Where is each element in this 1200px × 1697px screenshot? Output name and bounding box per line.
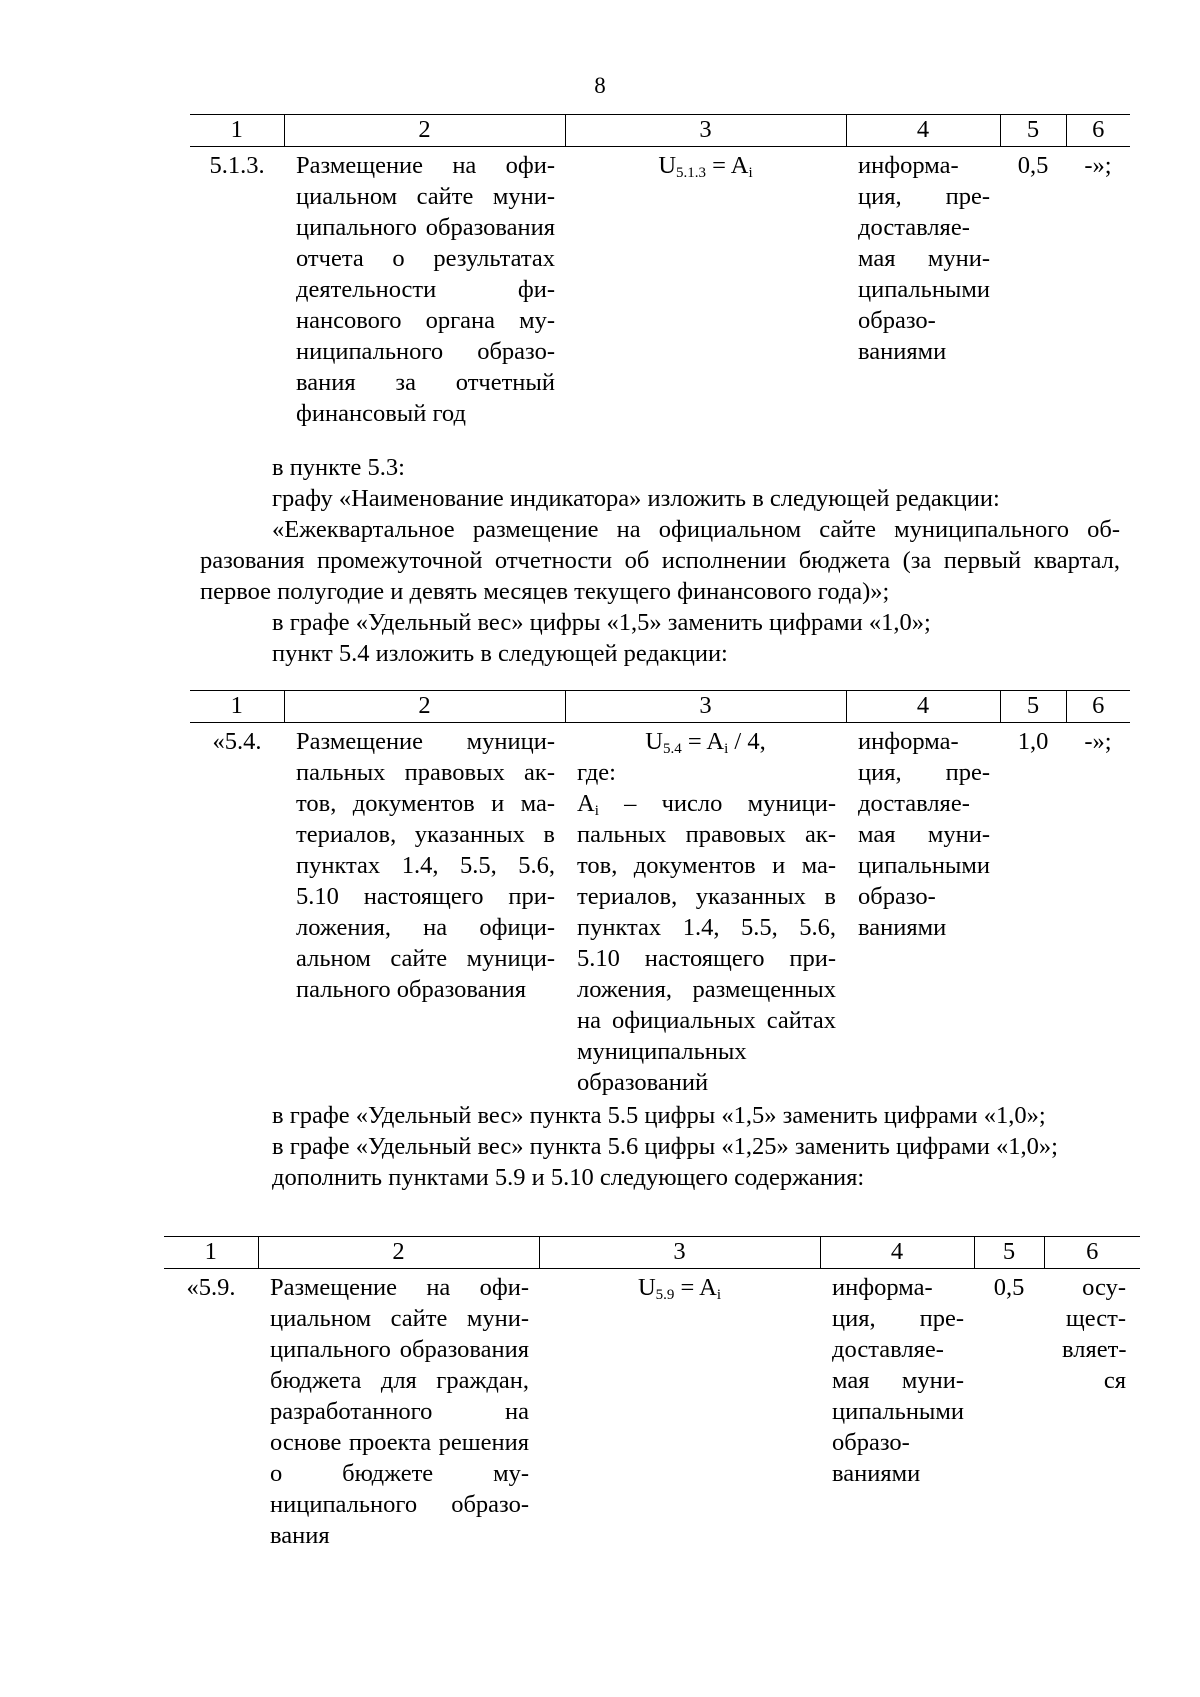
header-col-4: 4 bbox=[846, 691, 1000, 723]
formula-equals: = A bbox=[706, 152, 749, 179]
header-col-6: 6 bbox=[1066, 115, 1130, 147]
where-definition bbox=[565, 788, 846, 1098]
paragraph: «Ежеквартальное размещение на официальном сайте муниципального образования промежуточной отчетности об исполнении бюджета (за первый квартал, первое полугодие и девять месяцев текущего финансового года)»; bbox=[200, 516, 1120, 605]
formula-index: i bbox=[748, 165, 753, 181]
table-row bbox=[164, 1269, 1140, 1552]
header-col-1: 1 bbox=[190, 691, 284, 723]
formula-subscript: 5.1.3 bbox=[676, 165, 707, 181]
header-col-1: 1 bbox=[190, 115, 284, 147]
header-col-3: 3 bbox=[565, 115, 846, 147]
table-header-row bbox=[190, 691, 1130, 723]
formula-tail: / 4, bbox=[728, 728, 766, 755]
paragraph: в графе «Удельный вес» пункта 5.6 цифры «1,25» заменить цифрами «1,0»; bbox=[272, 1133, 1058, 1160]
weight: 0,5 bbox=[993, 1274, 1025, 1301]
weight: 0,5 bbox=[1017, 152, 1049, 179]
note: осуществляется bbox=[1062, 1274, 1127, 1394]
where-text: – число муниципальных правовых актов, документов и материалов, указанных в пунктах 1.4, 5.5, 5.6, 5.10 настоящего приложения, размещенных на официальных сайтах муниципальных образований bbox=[577, 790, 836, 1096]
header-col-3: 3 bbox=[539, 1237, 820, 1269]
note: -»; bbox=[1084, 728, 1112, 755]
table-row bbox=[190, 147, 1130, 430]
header-col-4: 4 bbox=[846, 115, 1000, 147]
formula-symbol: U bbox=[637, 1274, 656, 1301]
formula-subscript: 5.4 bbox=[662, 741, 682, 757]
formula-index: i bbox=[716, 1287, 722, 1303]
paragraph: графу «Наименование индикатора» изложить в следующей редакции: bbox=[272, 485, 1000, 512]
data-source: информация, предоставляемая муниципальными образованиями bbox=[832, 1274, 965, 1487]
header-col-2: 2 bbox=[284, 691, 565, 723]
formula-cell bbox=[565, 147, 846, 430]
header-col-3: 3 bbox=[565, 691, 846, 723]
header-col-4: 4 bbox=[820, 1237, 974, 1269]
formula-symbol: U bbox=[658, 152, 677, 179]
where-index: i bbox=[594, 803, 599, 819]
header-col-2: 2 bbox=[284, 115, 565, 147]
formula-subscript: 5.9 bbox=[655, 1287, 675, 1303]
indicator-name: Размещение муниципальных правовых актов, документов и материалов, указанных в пунктах 1.4, 5.5, 5.6, 5.10 настоящего приложения, на официальном сайте муниципального образования bbox=[296, 728, 555, 1003]
formula-index: i bbox=[724, 741, 729, 757]
formula-cell bbox=[539, 1269, 820, 1552]
header-col-5: 5 bbox=[1000, 115, 1066, 147]
data-source: информация, предоставляемая муниципальными образованиями bbox=[858, 152, 991, 365]
paragraph: дополнить пунктами 5.9 и 5.10 следующего содержания: bbox=[272, 1164, 865, 1191]
indicator-name-cell bbox=[258, 1269, 539, 1552]
formula-equals: = A bbox=[674, 1274, 717, 1301]
note-cell bbox=[1044, 1269, 1140, 1552]
weight: 1,0 bbox=[1017, 728, 1049, 755]
paragraph: в графе «Удельный вес» пункта 5.5 цифры «1,5» заменить цифрами «1,0»; bbox=[272, 1102, 1046, 1129]
amendment-text-block-1 bbox=[200, 452, 1120, 669]
where-symbol: A bbox=[577, 790, 595, 817]
indicator-name: Размещение на официальном сайте муниципального образования бюджета для граждан, разработанного на основе проекта решения о бюджете муниципального образования bbox=[270, 1274, 529, 1549]
note: -»; bbox=[1084, 152, 1112, 179]
table-row bbox=[190, 723, 1130, 1099]
indicator-name: Размещение на официальном сайте муниципального образования отчета о результатах деятельности финансового органа муниципального образования за отчетный финансовый год bbox=[296, 152, 555, 427]
indicator-name-cell bbox=[284, 723, 565, 1099]
header-col-2: 2 bbox=[258, 1237, 539, 1269]
item-number: «5.4. bbox=[212, 728, 262, 755]
where-label: где: bbox=[577, 759, 616, 786]
formula-cell bbox=[565, 723, 846, 1099]
source-cell bbox=[846, 147, 1000, 430]
header-col-1: 1 bbox=[164, 1237, 258, 1269]
header-col-5: 5 bbox=[1000, 691, 1066, 723]
data-source: информация, предоставляемая муниципальными образованиями bbox=[858, 728, 991, 941]
formula-equals: = A bbox=[681, 728, 725, 755]
item-number: «5.9. bbox=[186, 1274, 236, 1301]
indicator-name-cell bbox=[284, 147, 565, 430]
paragraph: пункт 5.4 изложить в следующей редакции: bbox=[272, 640, 728, 667]
indicator-table-5-1-3 bbox=[190, 114, 1130, 429]
header-col-6: 6 bbox=[1044, 1237, 1140, 1269]
amendment-text-block-2 bbox=[200, 1100, 1120, 1193]
header-col-6: 6 bbox=[1066, 691, 1130, 723]
formula-line bbox=[565, 726, 846, 757]
table-header-row bbox=[164, 1237, 1140, 1269]
formula-symbol: U bbox=[645, 728, 663, 755]
paragraph: в пункте 5.3: bbox=[272, 454, 405, 481]
paragraph: в графе «Удельный вес» цифры «1,5» заменить цифрами «1,0»; bbox=[272, 609, 931, 636]
table-header-row bbox=[190, 115, 1130, 147]
indicator-table-5-4 bbox=[190, 690, 1130, 1098]
item-number: 5.1.3. bbox=[209, 152, 265, 179]
indicator-table-5-9 bbox=[164, 1236, 1140, 1551]
source-cell bbox=[820, 1269, 974, 1552]
header-col-5: 5 bbox=[974, 1237, 1044, 1269]
source-cell bbox=[846, 723, 1000, 1099]
page-number: 8 bbox=[594, 73, 606, 98]
